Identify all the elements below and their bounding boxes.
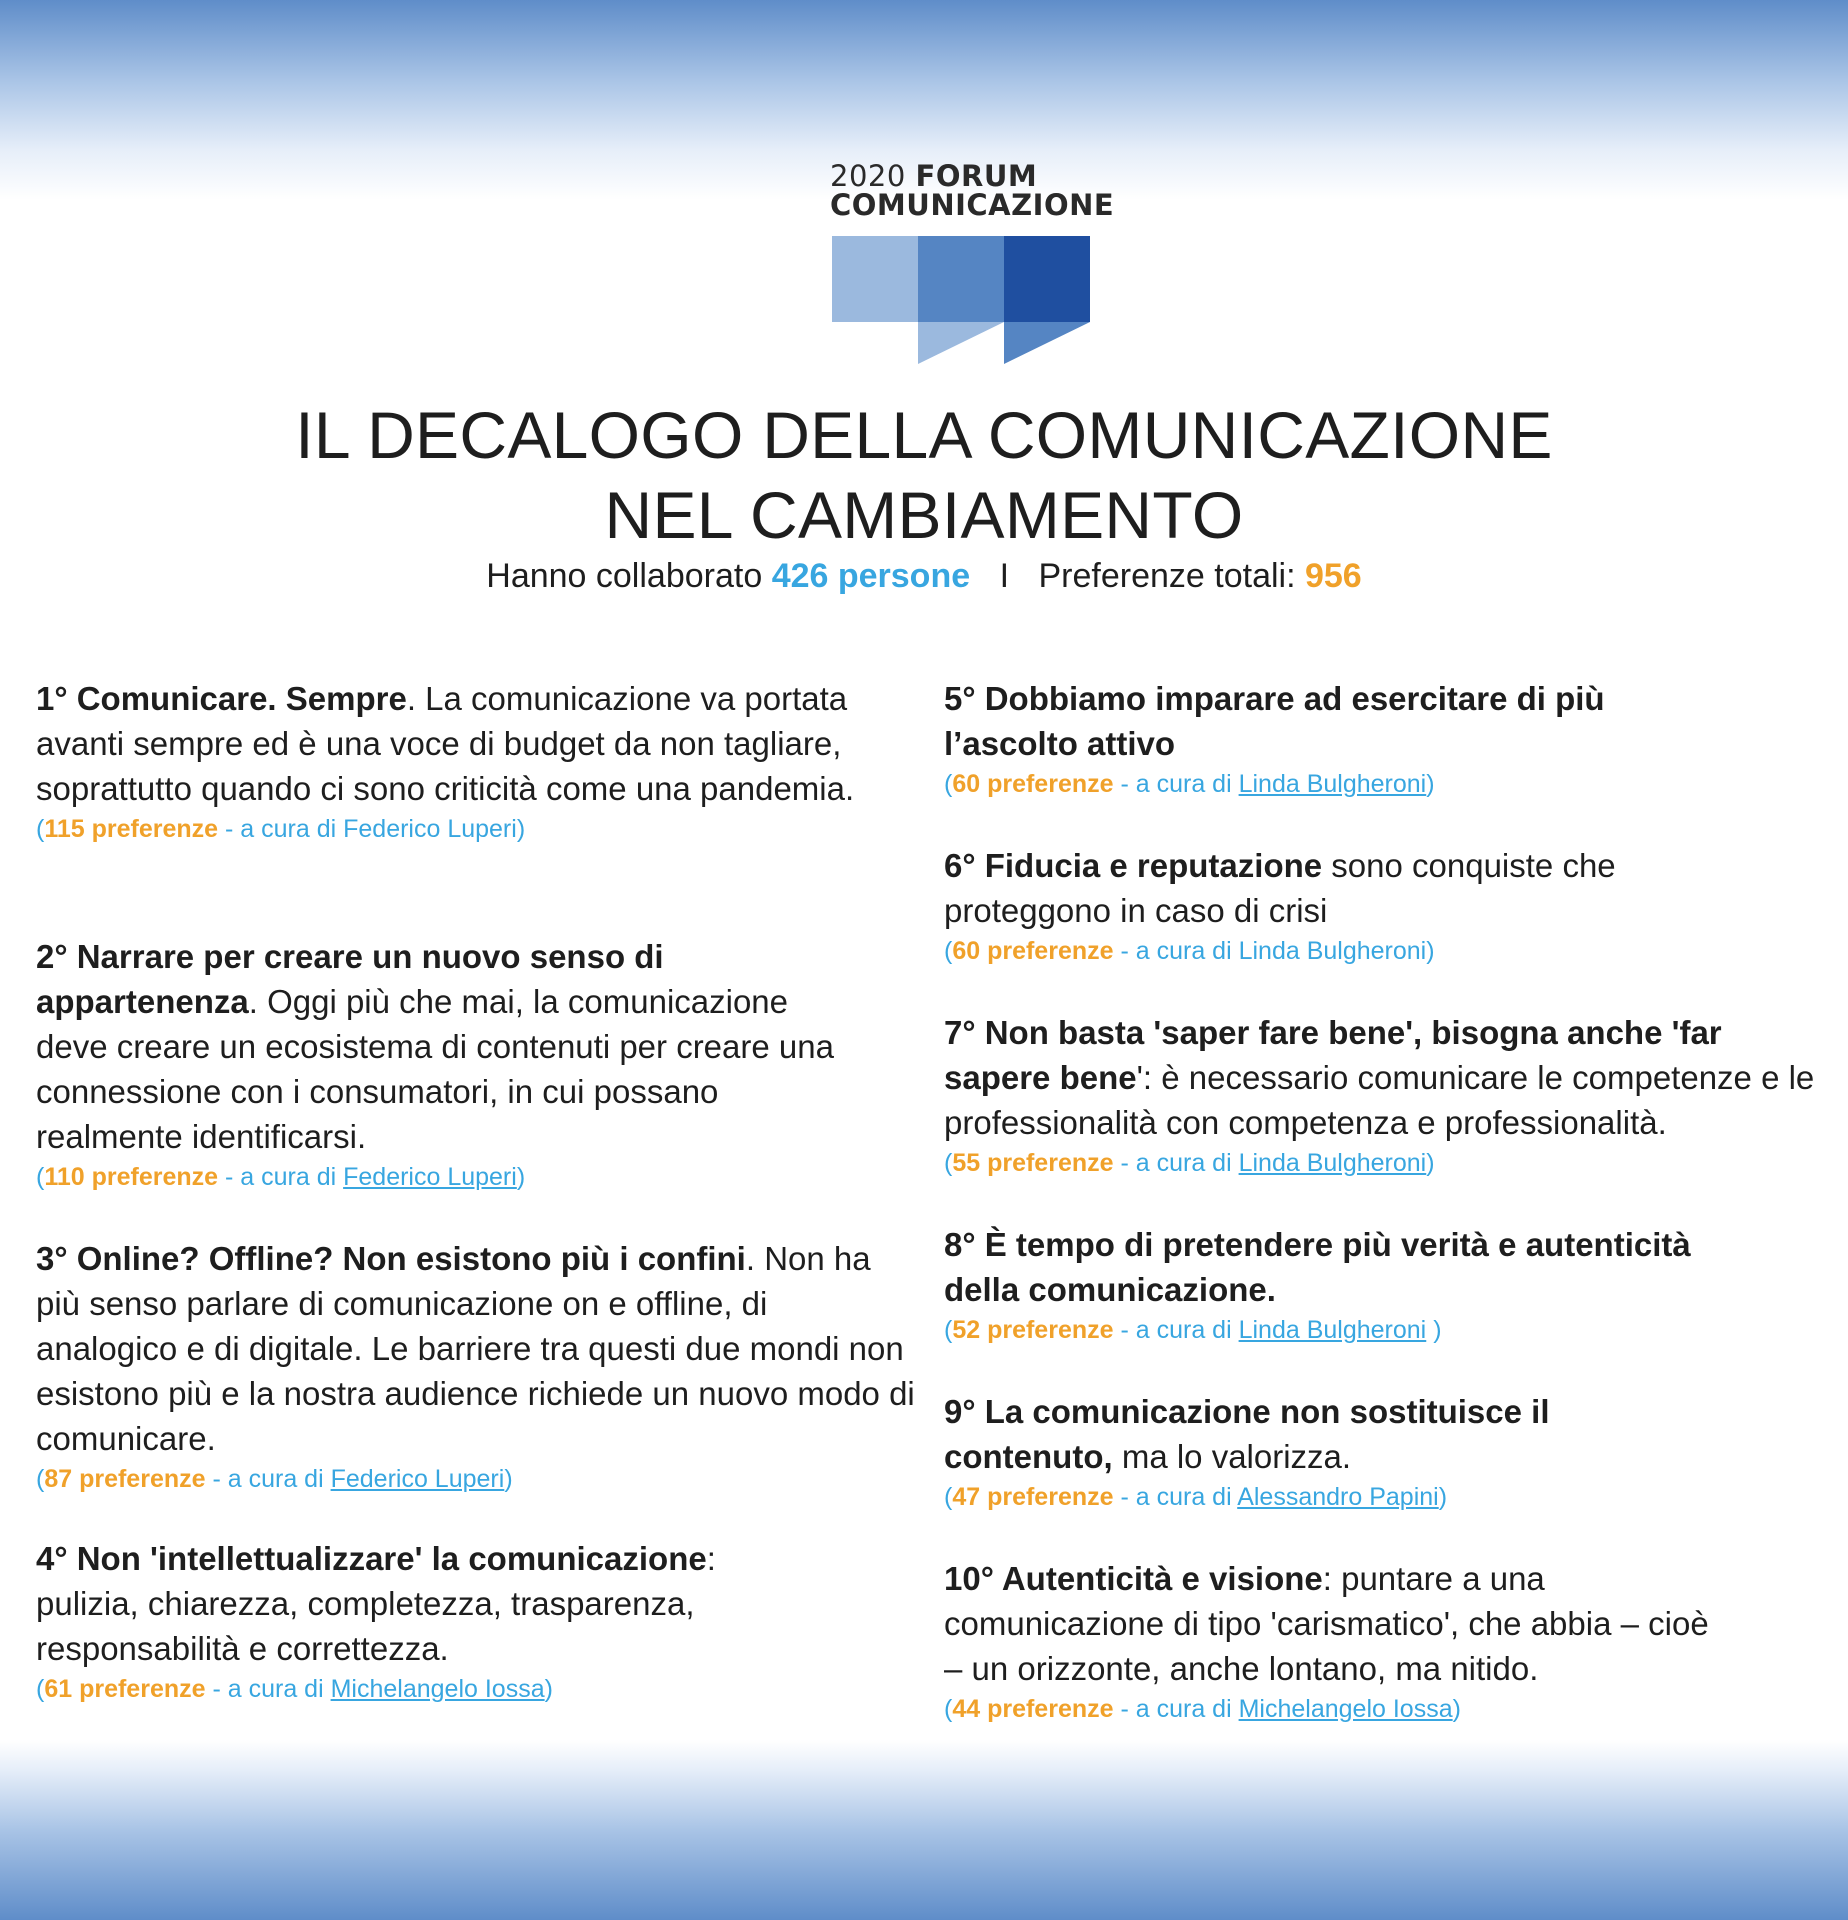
preferences-count: 115 preferenze (44, 815, 219, 843)
decalogue-item-1 (36, 676, 856, 846)
preferences-count: 60 preferenze (952, 937, 1114, 965)
item-heading: 5° Dobbiamo imparare ad esercitare di più l’ascolto attivo (944, 680, 1605, 762)
preferences-count: 55 preferenze (952, 1149, 1114, 1177)
item-body: ma lo valorizza. (1112, 1438, 1352, 1475)
item-text (944, 676, 1704, 766)
preferences-count: 47 preferenze (952, 1483, 1114, 1511)
item-text (944, 1222, 1764, 1312)
item-text (36, 934, 866, 1159)
item-meta: (60 preferenze - a cura di Linda Bulgheroni) (944, 770, 1435, 798)
item-meta: (47 preferenze - a cura di Alessandro Papini) (944, 1483, 1448, 1511)
meta-close: ) (504, 1465, 513, 1493)
speech-bubbles-icon (832, 236, 1092, 368)
curator-label: - a cura di (205, 1675, 331, 1703)
item-heading: 2° Narrare per creare un nuovo senso di appartenenza (36, 938, 664, 1020)
logo-word-forum: FORUM (915, 159, 1038, 193)
curator-label: - a cura di (1113, 1316, 1239, 1344)
item-meta: (110 preferenze - a cura di Federico Luperi) (36, 1163, 526, 1191)
item-text (944, 843, 1704, 933)
item-heading: 3° Online? Offline? Non esistono più i confini (36, 1240, 746, 1277)
page-title (0, 395, 1848, 555)
author-link[interactable]: Federico Luperi (343, 815, 517, 843)
item-heading: 7° Non basta 'saper fare bene', bisogna anche 'far sapere bene (944, 1014, 1722, 1096)
meta-close: ) (544, 1675, 553, 1703)
item-text (36, 676, 856, 811)
item-meta: (44 preferenze - a cura di Michelangelo Iossa) (944, 1695, 1461, 1723)
item-meta: (115 preferenze - a cura di Federico Luperi) (36, 815, 526, 843)
meta-close: ) (1426, 770, 1435, 798)
author-link[interactable]: Michelangelo Iossa (330, 1675, 545, 1703)
curator-label: - a cura di (1113, 937, 1239, 965)
curator-label: - a cura di (1113, 1483, 1238, 1511)
author-link[interactable]: Linda Bulgheroni (1238, 1149, 1427, 1177)
decalogue-item-8 (944, 1222, 1764, 1347)
decalogue-item-5 (944, 676, 1704, 801)
author-link[interactable]: Michelangelo Iossa (1238, 1695, 1453, 1723)
item-body: ': è necessario comunicare le competenze e le professionalità con competenza e professionalità. (944, 1059, 1815, 1141)
item-text (36, 1236, 916, 1461)
stats-line (0, 556, 1848, 596)
item-body: . La comunicazione va portata avanti sempre ed è una voce di budget da non tagliare, soprattutto quando ci sono criticità come una pandemia. (36, 680, 855, 807)
logo-tail-light (918, 322, 1004, 364)
author-link[interactable]: Federico Luperi (343, 1163, 517, 1191)
curator-label: - a cura di (218, 1163, 344, 1191)
author-link[interactable]: Alessandro Papini (1237, 1483, 1439, 1511)
decalogue-item-10 (944, 1556, 1724, 1726)
author-link[interactable]: Federico Luperi (330, 1465, 505, 1493)
item-body: . Non ha più senso parlare di comunicazione on e offline, di analogico e di digitale. Le barriere tra questi due mondi non esistono più e la nostra audience richiede un nuovo modo di comunicare. (36, 1240, 915, 1457)
preferences-count: 44 preferenze (952, 1695, 1114, 1723)
forum-logo (830, 159, 1115, 222)
meta-close: ) (1426, 1316, 1442, 1344)
preferences-count: 52 preferenze (952, 1316, 1114, 1344)
preferences-count: 60 preferenze (952, 770, 1114, 798)
author-link[interactable]: Linda Bulgheroni (1238, 770, 1427, 798)
item-meta: (61 preferenze - a cura di Michelangelo Iossa) (36, 1675, 553, 1703)
item-meta: (55 preferenze - a cura di Linda Bulgheroni) (944, 1149, 1435, 1177)
stats-separator: I (999, 557, 1010, 595)
logo-wordmark (830, 159, 1115, 222)
item-heading: 4° Non 'intellettualizzare' la comunicazione (36, 1540, 707, 1577)
logo-block-dark (1004, 236, 1090, 322)
item-meta: (52 preferenze - a cura di Linda Bulgheroni ) (944, 1316, 1442, 1344)
total-label: Preferenze totali: (1038, 557, 1296, 595)
total-value: 956 (1304, 557, 1362, 595)
item-text (944, 1010, 1824, 1145)
meta-close: ) (516, 1163, 526, 1191)
item-meta: (60 preferenze - a cura di Linda Bulgheroni) (944, 937, 1435, 965)
item-text (36, 1536, 816, 1671)
item-heading: 10° Autenticità e visione (944, 1560, 1323, 1597)
item-text (944, 1556, 1724, 1691)
preferences-count: 61 preferenze (44, 1675, 206, 1703)
meta-close: ) (1426, 937, 1435, 965)
curator-label: - a cura di (205, 1465, 331, 1493)
logo-block-light (832, 236, 918, 322)
item-text (944, 1389, 1644, 1479)
curator-label: - a cura di (218, 815, 344, 843)
decalogue-item-7 (944, 1010, 1824, 1180)
meta-close: ) (516, 815, 526, 843)
decalogue-item-4 (36, 1536, 816, 1706)
decalogue-item-6 (944, 843, 1704, 968)
meta-close: ) (1452, 1695, 1461, 1723)
logo-word-comunicazione: COMUNICAZIONE (830, 188, 1115, 222)
item-body: : pulizia, chiarezza, completezza, trasparenza, responsabilità e correttezza. (36, 1540, 716, 1667)
curator-label: - a cura di (1113, 1149, 1239, 1177)
meta-close: ) (1438, 1483, 1448, 1511)
preferences-count: 110 preferenze (44, 1163, 219, 1191)
preferences-count: 87 preferenze (44, 1465, 206, 1493)
logo-year: 2020 (830, 159, 906, 193)
logo-block-mid (918, 236, 1004, 322)
logo-tail-mid (1004, 322, 1090, 364)
item-body: sono conquiste che proteggono in caso di crisi (944, 847, 1616, 929)
item-heading: 1° Comunicare. Sempre (36, 680, 407, 717)
item-heading: 6° Fiducia e reputazione (944, 847, 1323, 884)
item-heading: 9° La comunicazione non sostituisce il contenuto, (944, 1393, 1550, 1475)
item-body: . Oggi più che mai, la comunicazione deve creare un ecosistema di contenuti per creare una connessione con i consumatori, in cui possano realmente identificarsi. (36, 983, 834, 1155)
decalogue-item-9 (944, 1389, 1644, 1514)
item-heading: 8° È tempo di pretendere più verità e autenticità della comunicazione. (944, 1226, 1691, 1308)
decalogue-item-2 (36, 934, 866, 1194)
decalogue-item-3 (36, 1236, 916, 1496)
title-line-1: IL DECALOGO DELLA COMUNICAZIONE (295, 398, 1553, 472)
curator-label: - a cura di (1113, 1695, 1239, 1723)
people-count: 426 persone (771, 557, 971, 595)
stats-prefix: Hanno collaborato (486, 557, 763, 595)
item-meta: (87 preferenze - a cura di Federico Luperi) (36, 1465, 513, 1493)
meta-close: ) (1426, 1149, 1435, 1177)
curator-label: - a cura di (1113, 770, 1239, 798)
title-line-2: NEL CAMBIAMENTO (604, 478, 1244, 552)
author-link[interactable]: Linda Bulgheroni (1238, 937, 1427, 965)
item-body: : puntare a una comunicazione di tipo 'carismatico', che abbia – cioè – un orizzonte, anche lontano, ma nitido. (944, 1560, 1709, 1687)
author-link[interactable]: Linda Bulgheroni (1238, 1316, 1427, 1344)
